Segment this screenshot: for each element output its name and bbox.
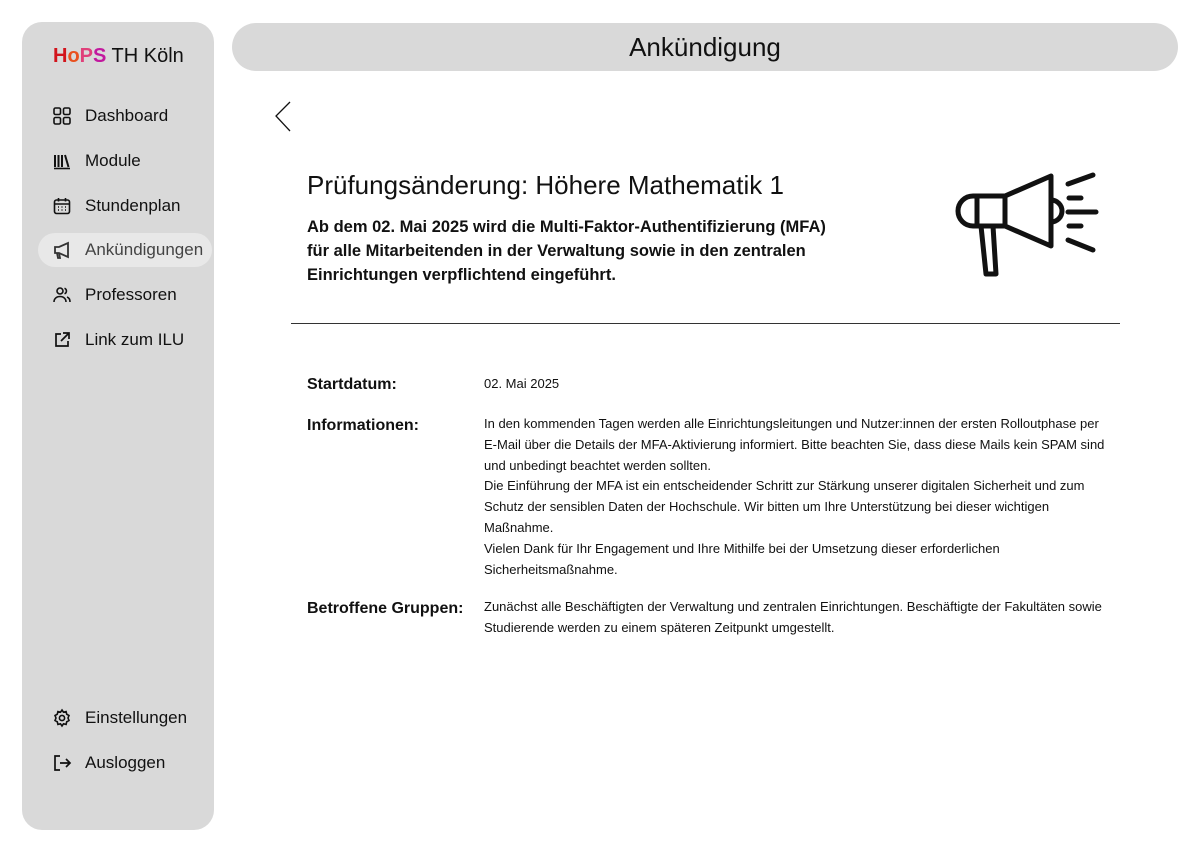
- page-header: [232, 23, 1178, 71]
- divider: [291, 323, 1120, 324]
- sidebar-item-module[interactable]: [38, 144, 212, 178]
- sidebar-item-label: Einstellungen: [85, 708, 188, 727]
- logo[interactable]: [53, 45, 184, 68]
- logo-p: P: [79, 45, 94, 67]
- start-date-value: 02. Mai 2025: [484, 376, 560, 391]
- sidebar-item-label: Stundenplan: [85, 196, 181, 215]
- sidebar-item-einstellungen[interactable]: [38, 701, 212, 735]
- logo-text: TH Köln: [106, 45, 184, 67]
- logo-h: H: [53, 45, 68, 67]
- megaphone-icon: [52, 240, 72, 260]
- info-paragraph: In den kommenden Tagen werden alle Einrichtungsleitungen und Nutzer:innen der ersten Rolloutphase per E-Mail über die Details der MFA-Aktivierung informiert. Bitte beachten Sie, dass diese Mails kein SPAM sind und unbedingt beachtet werden sollten.: [484, 416, 1105, 473]
- sidebar-item-professoren[interactable]: [38, 278, 212, 312]
- gear-icon: [52, 708, 72, 728]
- announcement-title: Prüfungsänderung: Höhere Mathematik 1: [307, 170, 784, 200]
- logout-icon: [52, 753, 72, 773]
- start-date-label: Startdatum:: [307, 376, 397, 393]
- info-text: [484, 414, 1114, 580]
- sidebar-item-ausloggen[interactable]: [38, 746, 212, 780]
- grid-icon: [52, 106, 72, 126]
- sidebar-item-label: Module: [85, 151, 141, 170]
- sidebar-item-dashboard[interactable]: [38, 99, 212, 133]
- page-title: Ankündigung: [629, 31, 781, 62]
- info-paragraph: Vielen Dank für Ihr Engagement und Ihre Mithilfe bei der Umsetzung dieser erforderlichen Sicherheitsmaßnahme.: [484, 540, 1000, 577]
- sidebar-item-label: Professoren: [85, 285, 177, 304]
- groups-label: Betroffene Gruppen:: [307, 600, 464, 617]
- external-link-icon: [52, 330, 72, 350]
- users-icon: [52, 285, 72, 305]
- sidebar-item-ankuendigungen[interactable]: [38, 233, 212, 267]
- sidebar-item-label: Link zum ILU: [85, 330, 185, 349]
- sidebar-item-link-ilu[interactable]: [38, 323, 212, 357]
- sidebar-item-label: Dashboard: [85, 106, 169, 125]
- sidebar: [22, 22, 214, 830]
- sidebar-item-label: Ausloggen: [85, 753, 166, 772]
- sidebar-item-stundenplan[interactable]: [38, 189, 212, 223]
- megaphone-icon: [955, 170, 1105, 280]
- logo-o: o: [67, 45, 80, 67]
- back-chevron-icon[interactable]: [272, 100, 294, 134]
- info-paragraph: Die Einführung der MFA ist ein entscheidender Schritt zur Stärkung unserer digitalen Sicherheit und zum Schutz der sensiblen Daten der Hochschule. Wir bitten um Ihre Unterstützung bei dieser wichtigen Maßnahme.: [484, 478, 1085, 535]
- announcement-lead: Ab dem 02. Mai 2025 wird die Multi-Faktor-Authentifizierung (MFA) für alle Mitarbeitenden in der Verwaltung sowie in den zentralen Einrichtungen verpflichtend eingeführt.: [307, 218, 826, 284]
- sidebar-item-label: Ankündigungen: [85, 240, 204, 259]
- calendar-icon: [52, 196, 72, 216]
- info-label: Informationen:: [307, 417, 419, 434]
- logo-s: S: [93, 45, 107, 67]
- groups-value: Zunächst alle Beschäftigten der Verwaltung und zentralen Einrichtungen. Beschäftigte der Fakultäten sowie Studierende werden zu einem späteren Zeitpunkt umgestellt.: [484, 599, 1102, 635]
- books-icon: [52, 151, 72, 171]
